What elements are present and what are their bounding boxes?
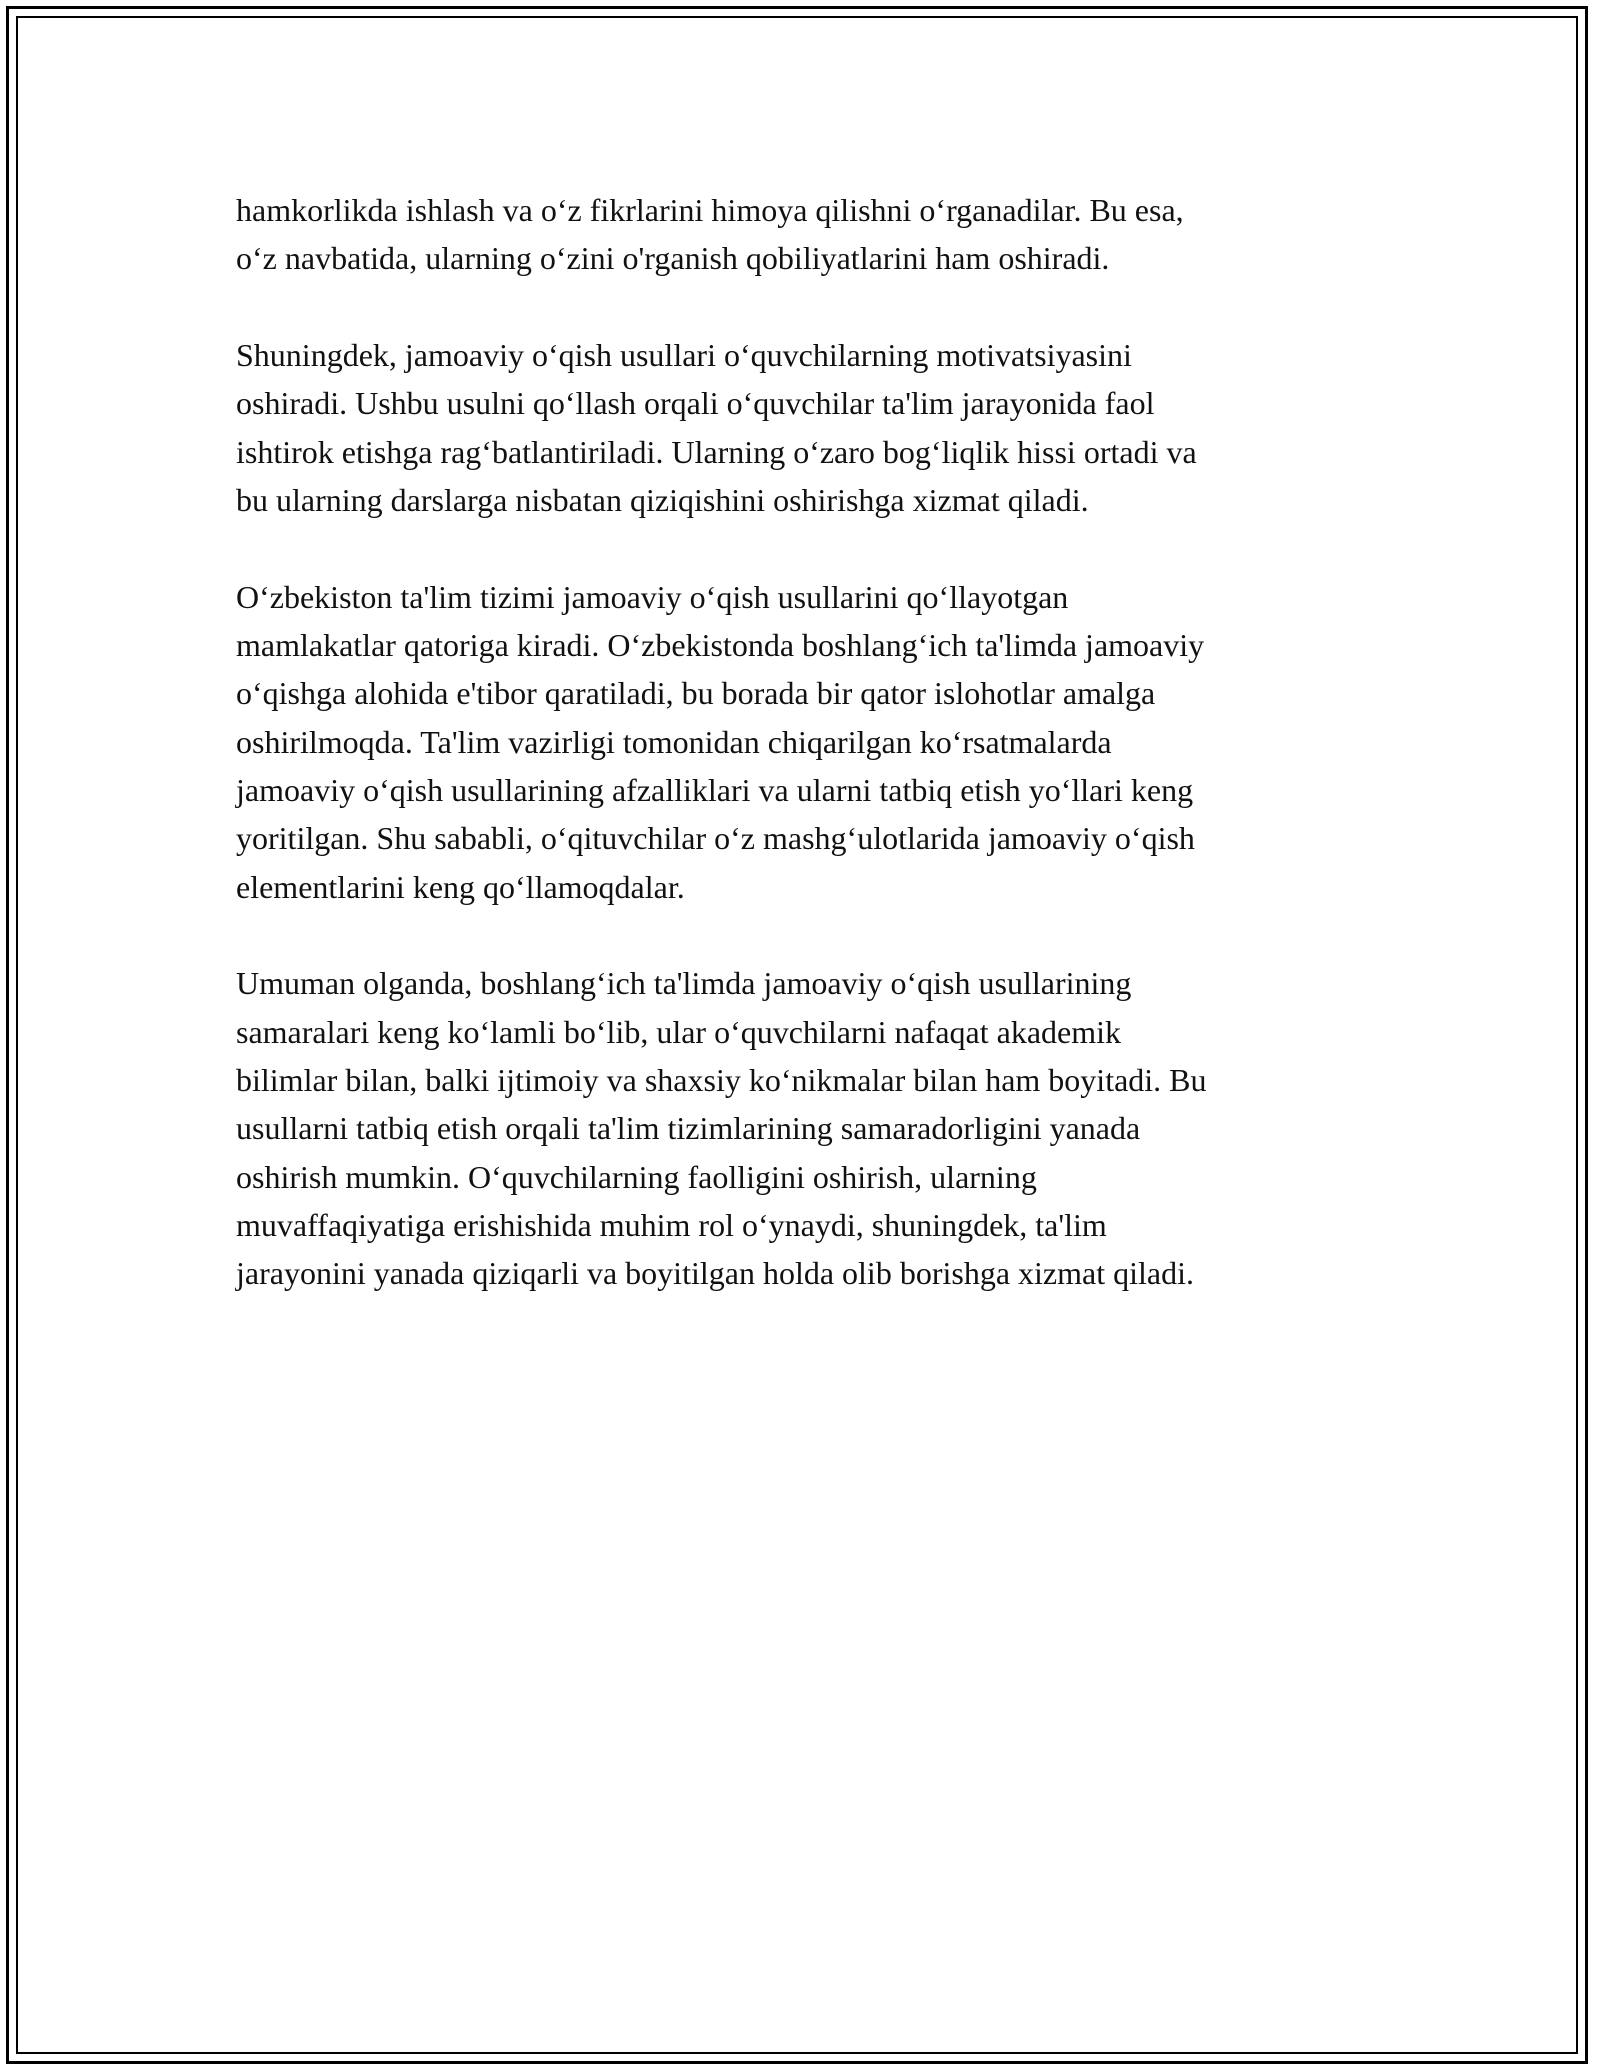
paragraph-1 (236, 186, 1366, 283)
paragraph-2 (236, 331, 1366, 524)
text-line: elementlarini keng qo‘llamoqdalar. (236, 868, 685, 905)
text-line: hamkorlikda ishlash va o‘z fikrlarini himoya qilishni o‘rganadilar. Bu esa, (236, 192, 1184, 228)
text-line: oshiradi. Ushbu usulni qo‘llash orqali o‘quvchilar ta'lim jarayonida faol (236, 385, 1155, 422)
paragraph-4 (236, 959, 1366, 1297)
text-line: muvaffaqiyatiga erishishida muhim rol o‘ynaydi, shuningdek, ta'lim (236, 1206, 1107, 1243)
text-line: Umuman olganda, boshlang‘ich ta'limda jamoaviy o‘qish usullarining (236, 965, 1132, 1002)
text-line: o‘z navbatida, ularning o‘zini o'rganish qobiliyatlarini ham oshiradi. (236, 240, 1110, 277)
text-line: usullarni tatbiq etish orqali ta'lim tizimlarining samaradorligini yanada (236, 1110, 1141, 1147)
text-line: oshirilmoqda. Ta'lim vazirligi tomonidan chiqarilgan ko‘rsatmalarda (236, 723, 1112, 760)
paragraph-3 (236, 573, 1366, 911)
text-line: yoritilgan. Shu sababli, o‘qituvchilar o‘z mashg‘ulotlarida jamoaviy o‘qish (236, 820, 1195, 857)
text-line: mamlakatlar qatoriga kiradi. O‘zbekistonda boshlang‘ich ta'limda jamoaviy (236, 627, 1205, 664)
text-line: bilimlar bilan, balki ijtimoiy va shaxsiy ko‘nikmalar bilan ham boyitadi. Bu (236, 1061, 1207, 1098)
text-line: jamoaviy o‘qish usullarining afzalliklari va ularni tatbiq etish yo‘llari keng (236, 771, 1194, 808)
text-line: jarayonini yanada qiziqarli va boyitilgan holda olib borishga xizmat qiladi. (236, 1255, 1194, 1292)
text-line: O‘zbekiston ta'lim tizimi jamoaviy o‘qish usullarini qo‘llayotgan (236, 578, 1069, 615)
text-line: o‘qishga alohida e'tibor qaratiladi, bu borada bir qator islohotlar amalga (236, 675, 1156, 712)
text-line: oshirish mumkin. O‘quvchilarning faolligini oshirish, ularning (236, 1158, 1037, 1195)
text-line: ishtirok etishga rag‘batlantiriladi. Ularning o‘zaro bog‘liqlik hissi ortadi va (236, 433, 1197, 470)
text-line: Shuningdek, jamoaviy o‘qish usullari o‘quvchilarning motivatsiyasini (236, 337, 1132, 374)
document-body (236, 186, 1366, 1346)
text-line: samaralari keng ko‘lamli bo‘lib, ular o‘quvchilarni nafaqat akademik (236, 1013, 1121, 1050)
text-line: bu ularning darslarga nisbatan qiziqishini oshirishga xizmat qiladi. (236, 481, 1089, 518)
